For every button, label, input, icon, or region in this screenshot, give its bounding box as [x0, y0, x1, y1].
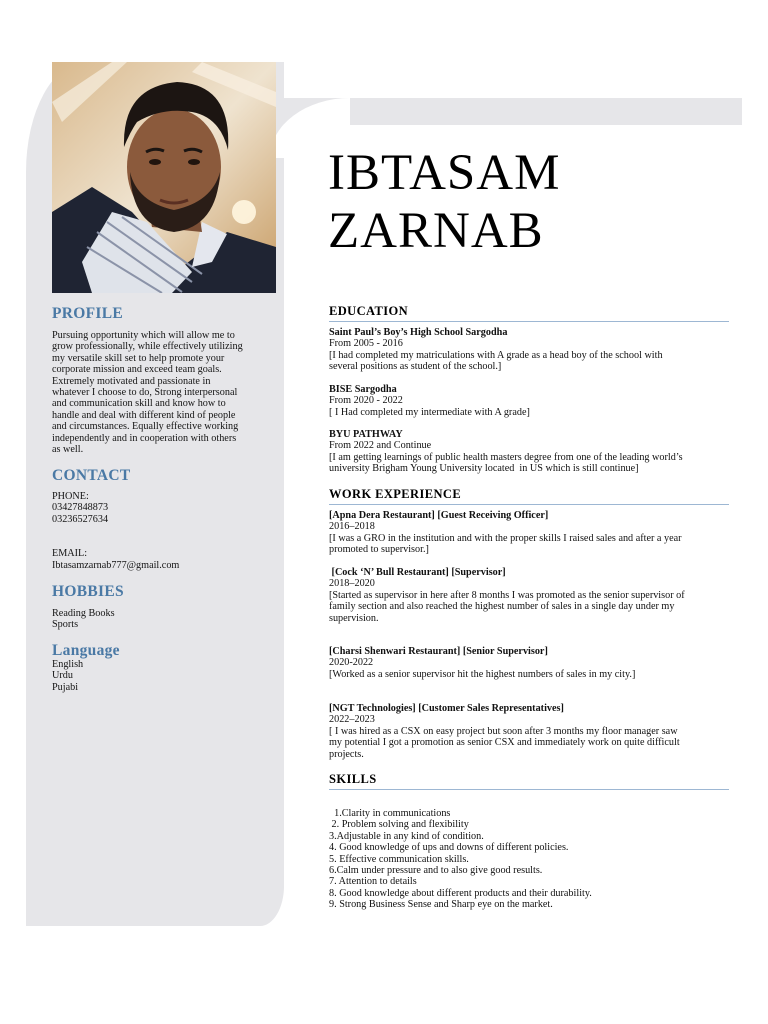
- work-entry: [329, 703, 729, 760]
- hobby-item: Reading Books: [52, 608, 115, 619]
- education-heading: EDUCATION: [329, 304, 729, 322]
- work-entry: [329, 510, 729, 556]
- education-desc-line: university Brigham Young University located in US which is still continue]: [329, 463, 639, 475]
- work-desc-line: family section and also reached the highest number of sales in a single day under my: [329, 601, 675, 613]
- work-desc-line: [Worked as a senior supervisor hit the highest numbers of sales in my city.]: [329, 668, 636, 680]
- education-desc-line: [I am getting learnings of public health masters degree from one of the leading world’s: [329, 451, 683, 463]
- education-entry: [329, 429, 729, 475]
- profile-heading: PROFILE: [52, 305, 123, 322]
- education-dates: From 2022 and Continue: [329, 440, 432, 452]
- education-dates: From 2020 - 2022: [329, 395, 403, 407]
- language-list: [52, 659, 264, 693]
- profile-line: Pursuing opportunity which will allow me to: [52, 330, 235, 341]
- skill-item: 7. Attention to details: [329, 876, 417, 888]
- profile-line: corporate mission and exceed team goals.: [52, 364, 222, 376]
- language-item: Urdu: [52, 670, 73, 682]
- work-entry: [329, 646, 729, 680]
- skill-item: 9. Strong Business Sense and Sharp eye on the market.: [329, 899, 553, 911]
- skill-item: 4. Good knowledge of ups and downs of different policies.: [329, 842, 569, 854]
- work-title: [Cock ‘N’ Bull Restaurant] [Supervisor]: [329, 567, 506, 578]
- skill-item: 5. Effective communication skills.: [329, 853, 469, 865]
- first-name: IBTASAM: [328, 145, 561, 201]
- skill-item: 8. Good knowledge about different products and their durability.: [329, 887, 592, 899]
- education-entry: [329, 384, 729, 418]
- hobbies-list: [52, 608, 264, 631]
- work-desc-line: my potential I got a promotion as senior CSX and immediately work on quite difficult: [329, 737, 680, 749]
- work-title: [NGT Technologies] [Customer Sales Representatives]: [329, 703, 564, 714]
- work-experience-heading: WORK EXPERIENCE: [329, 487, 729, 505]
- work-desc-line: promoted to supervisor.]: [329, 544, 429, 556]
- phone-number: 03236527634: [52, 513, 109, 525]
- work-desc-line: [Started as supervisor in here after 8 months I was promoted as the senior supervisor of: [329, 589, 685, 601]
- skill-item: 2. Problem solving and flexibility: [329, 819, 469, 831]
- profile-line: handle and deal with different kind of people: [52, 409, 236, 421]
- education-dates: From 2005 - 2016: [329, 338, 403, 350]
- candidate-name: [328, 144, 560, 260]
- work-desc-line: supervision.: [329, 612, 379, 624]
- education-title: Saint Paul’s Boy’s High School Sargodha: [329, 327, 508, 338]
- skill-item: 6.Calm under pressure and to also give good results.: [329, 865, 543, 877]
- work-title: [Charsi Shenwari Restaurant] [Senior Supervisor]: [329, 646, 548, 657]
- work-dates: 2022–2023: [329, 714, 375, 726]
- profile-summary: [52, 330, 264, 455]
- skill-item: 1.Clarity in communications: [329, 808, 451, 819]
- education-desc-line: [I had completed my matriculations with A grade as a head boy of the school with: [329, 349, 663, 361]
- language-item: Pujabi: [52, 681, 79, 693]
- education-entry: [329, 327, 729, 373]
- skills-heading: SKILLS: [329, 772, 729, 790]
- education-title: BYU PATHWAY: [329, 429, 403, 440]
- work-desc-line: projects.: [329, 748, 364, 760]
- contact-details: [52, 491, 264, 571]
- work-dates: 2016–2018: [329, 521, 375, 533]
- work-desc-line: [ I was hired as a CSX on easy project but soon after 3 months my floor manager saw: [329, 725, 678, 737]
- email-label: EMAIL:: [52, 548, 88, 560]
- profile-line: grow professionally, while effectively utilizing: [52, 341, 243, 353]
- language-item: English: [52, 659, 84, 670]
- email-address: Ibtasamzarnab777@gmail.com: [52, 559, 180, 571]
- header-band: [284, 98, 742, 125]
- work-dates: 2018–2020: [329, 578, 375, 590]
- skill-item: 3.Adjustable in any kind of condition.: [329, 830, 484, 842]
- profile-line: Extremely motivated and passionate in: [52, 375, 211, 387]
- profile-photo: [52, 62, 276, 293]
- profile-line: as well.: [52, 444, 84, 456]
- work-desc-line: [I was a GRO in the institution and with the proper skills I raised sales and after a year: [329, 532, 682, 544]
- last-name: ZARNAB: [328, 203, 544, 259]
- contact-heading: CONTACT: [52, 467, 131, 484]
- skills-list: [329, 808, 729, 911]
- profile-line: my versatile skill set to help promote your: [52, 352, 225, 364]
- work-dates: 2020-2022: [329, 657, 374, 669]
- education-desc-line: [ I Had completed my intermediate with A grade]: [329, 406, 530, 418]
- phone-label: PHONE:: [52, 491, 89, 502]
- hobbies-heading: HOBBIES: [52, 583, 124, 600]
- education-desc-line: several positions as student of the school.]: [329, 361, 502, 373]
- profile-line: and circumstances. Equally effective working: [52, 421, 239, 433]
- profile-line: whatever I choose to do, Strong interpersonal: [52, 387, 238, 399]
- phone-number: 03427848873: [52, 502, 109, 514]
- profile-line: and communication skill and know how to: [52, 398, 226, 410]
- work-title: [Apna Dera Restaurant] [Guest Receiving Officer]: [329, 510, 549, 521]
- hobby-item: Sports: [52, 619, 79, 631]
- language-heading: Language: [52, 642, 120, 659]
- profile-line: independently and in cooperation with others: [52, 432, 237, 444]
- education-title: BISE Sargodha: [329, 384, 397, 395]
- work-entry: [329, 567, 729, 624]
